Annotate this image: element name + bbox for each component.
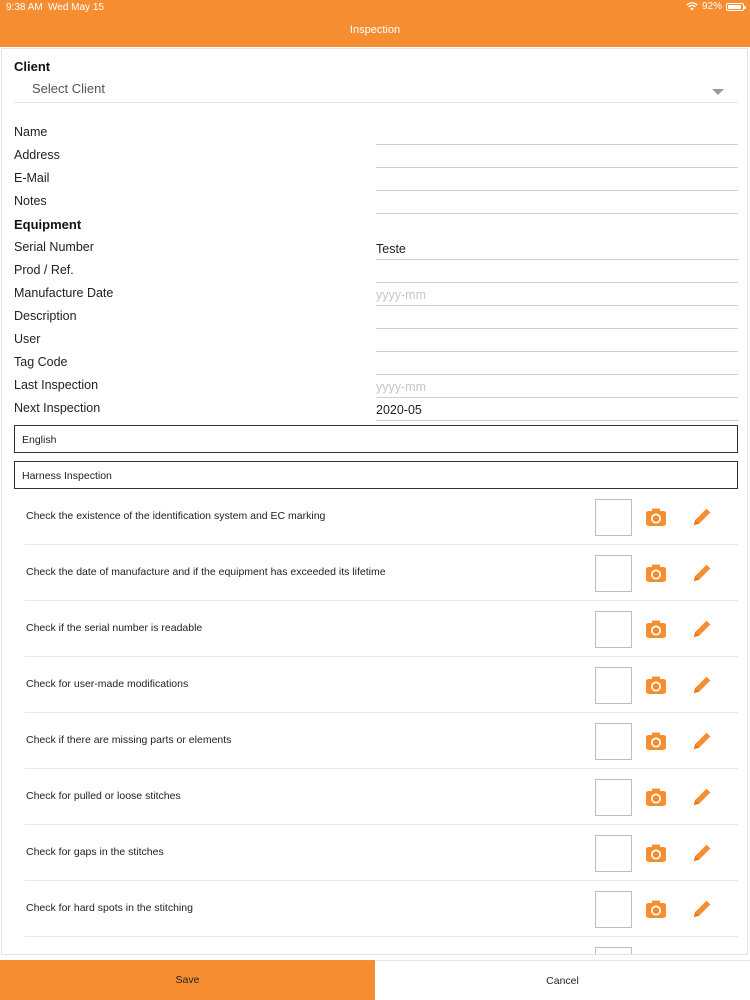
checklist-item-text: Check the existence of the identification system and EC marking [26, 510, 326, 522]
camera-icon[interactable] [645, 618, 667, 640]
battery-icon [726, 3, 744, 11]
checklist-item [25, 713, 738, 769]
last-inspection-row [14, 376, 738, 398]
checklist-item-text: Check if the serial number is readable [26, 622, 203, 634]
checklist-item [25, 545, 738, 601]
pencil-icon[interactable] [691, 898, 713, 920]
battery-fill [728, 5, 741, 9]
checklist-checkbox[interactable] [595, 667, 632, 704]
checklist-checkbox[interactable] [595, 555, 632, 592]
checklist-item [25, 881, 738, 937]
camera-icon[interactable] [645, 730, 667, 752]
client-select-placeholder: Select Client [32, 81, 105, 96]
tag-code-row [14, 353, 738, 375]
next-inspection-field[interactable] [376, 399, 738, 421]
description-row [14, 307, 738, 329]
checklist-checkbox[interactable] [595, 611, 632, 648]
next-inspection-label: Next Inspection [14, 401, 101, 415]
name-label: Name [14, 125, 48, 139]
next-inspection-row [14, 399, 738, 421]
prod-ref-field[interactable] [376, 261, 738, 283]
status-date: Wed May 15 [48, 2, 104, 13]
tag-code-label: Tag Code [14, 355, 68, 369]
manufacture-date-field[interactable] [376, 284, 738, 306]
manufacture-date-label: Manufacture Date [14, 286, 114, 300]
checklist-checkbox[interactable] [595, 835, 632, 872]
camera-icon[interactable] [645, 506, 667, 528]
checklist-checkbox[interactable] [595, 779, 632, 816]
tag-code-field[interactable] [376, 353, 738, 375]
pencil-icon[interactable] [691, 562, 713, 584]
address-label: Address [14, 148, 60, 162]
description-label: Description [14, 309, 77, 323]
battery-percent: 92% [701, 1, 722, 12]
camera-icon[interactable] [645, 786, 667, 808]
checklist-item [25, 489, 738, 545]
camera-icon[interactable] [645, 674, 667, 696]
status-right [686, 1, 744, 12]
notes-row [14, 192, 738, 214]
checklist-checkbox[interactable] [595, 723, 632, 760]
checklist-item [25, 601, 738, 657]
checkbox-partial [595, 947, 632, 955]
email-row [14, 169, 738, 191]
user-row [14, 330, 738, 352]
camera-icon[interactable] [645, 562, 667, 584]
email-field[interactable] [376, 169, 738, 191]
chevron-down-icon [712, 89, 724, 95]
equipment-heading: Equipment [14, 217, 82, 232]
serial-number-row [14, 238, 738, 260]
language-select[interactable]: English [14, 425, 738, 453]
page-title: Inspection [349, 24, 401, 36]
status-time: 9:38 AM [6, 2, 43, 13]
pencil-icon[interactable] [691, 506, 713, 528]
checklist-item-text: Check for hard spots in the stitching [26, 902, 193, 914]
checklist-item-text: Check for user-made modifications [26, 678, 189, 690]
prod-ref-label: Prod / Ref. [14, 263, 74, 277]
wifi-icon [686, 2, 698, 11]
pencil-icon[interactable] [691, 842, 713, 864]
address-row [14, 146, 738, 168]
pencil-icon[interactable] [691, 786, 713, 808]
checklist-item-text: Check the date of manufacture and if the equipment has exceeded its lifetime [26, 566, 386, 578]
footer-bar [0, 960, 750, 1000]
save-button[interactable]: Save [0, 960, 375, 1000]
serial-number-label: Serial Number [14, 240, 94, 254]
status-bar [0, 0, 750, 16]
checklist-item [25, 769, 738, 825]
name-row [14, 123, 738, 145]
user-label: User [14, 332, 41, 346]
app-header [0, 0, 750, 47]
client-heading: Client [14, 59, 51, 74]
last-inspection-label: Last Inspection [14, 378, 99, 392]
last-inspection-field[interactable] [376, 376, 738, 398]
user-field[interactable] [376, 330, 738, 352]
notes-field[interactable] [376, 192, 738, 214]
inspection-type-select[interactable]: Harness Inspection [14, 461, 738, 489]
name-field[interactable] [376, 123, 738, 145]
camera-icon[interactable] [645, 898, 667, 920]
checklist-item [25, 825, 738, 881]
pencil-icon[interactable] [691, 674, 713, 696]
client-select[interactable] [14, 79, 738, 103]
manufacture-date-row [14, 284, 738, 306]
checklist-item-text: Check for pulled or loose stitches [26, 790, 181, 802]
inspection-form[interactable] [1, 48, 748, 955]
cancel-button[interactable]: Cancel [375, 960, 750, 1000]
serial-number-field[interactable] [376, 238, 738, 260]
camera-icon[interactable] [645, 842, 667, 864]
checklist-checkbox[interactable] [595, 891, 632, 928]
prod-ref-row [14, 261, 738, 283]
notes-label: Notes [14, 194, 47, 208]
checklist-item-text: Check if there are missing parts or elements [26, 734, 232, 746]
description-field[interactable] [376, 307, 738, 329]
address-field[interactable] [376, 146, 738, 168]
checklist-item [25, 657, 738, 713]
email-label: E-Mail [14, 171, 50, 185]
pencil-icon[interactable] [691, 730, 713, 752]
checklist-checkbox[interactable] [595, 499, 632, 536]
pencil-icon[interactable] [691, 618, 713, 640]
checklist-item-text: Check for gaps in the stitches [26, 846, 164, 858]
